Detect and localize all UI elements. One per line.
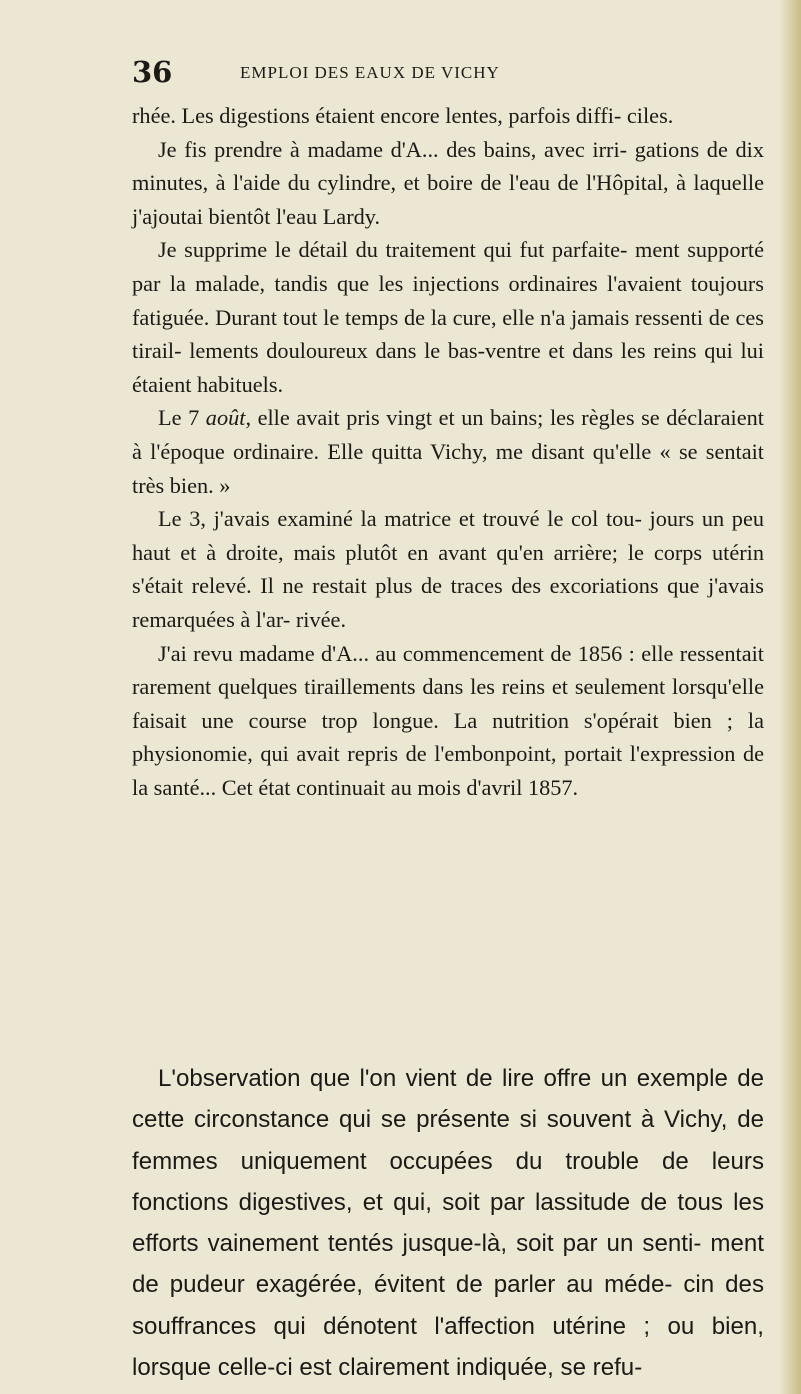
running-title: EMPLOI DES EAUX DE VICHY	[240, 63, 500, 82]
running-head	[132, 52, 762, 92]
paragraph-treatment: Je fis prendre à madame d'A... des bains, avec irri- gations de dix minutes, à l'aide du cylindre, et boire de l'eau de l'Hôpital, à laquelle j'ajoutai bientôt l'eau Lardy.	[132, 136, 764, 229]
paragraph-departure-prefix: Le 7	[158, 405, 206, 431]
paragraph-departure-rest: , elle avait pris vingt et un bains; les règles se déclaraient à l'époque ordinaire. Elle quitta Vichy, me disant qu'elle « se sentait très bien. »	[132, 405, 764, 498]
page-number: 36	[132, 55, 173, 89]
paragraph-continuation: rhée. Les digestions étaient encore lentes, parfois diffi- ciles.	[132, 103, 674, 128]
paragraph-tolerance: Je supprime le détail du traitement qui fut parfaite- ment supporté par la malade, tandis que les injections ordinaires l'avaient toujours fatiguée. Durant tout le temps de la cure, elle n'a jamais ressenti de ces tirail- lements douloureux dans le bas-ventre et dans les reins qui lui étaient habituels.	[132, 237, 764, 397]
paragraph-examination: Le 3, j'avais examiné la matrice et trouvé le col tou- jours un peu haut et à droite, mais plutôt en avant qu'en arrière; le corps utérin s'était relevé. Il ne restait plus de traces des excoriations que j'avais remarquées à l'ar- rivée.	[132, 506, 764, 632]
page-edge	[779, 0, 801, 1394]
paragraph-departure	[132, 401, 764, 502]
month-italic: août	[205, 405, 246, 431]
paragraph-commentary: L'observation que l'on vient de lire offre un exemple de cette circonstance qui se présente si souvent à Vichy, de femmes uniquement occupées du trouble de leurs fonctions digestives, et qui, soit par lassitude de tous les efforts vainement tentés jusque-là, soit par un senti- ment de pudeur exagérée, évitent de parler au méde- cin des souffrances qui dénotent l'affection utérine ; ou bien, lorsque celle-ci est clairement indiquée, se refu-	[132, 1065, 764, 1382]
commentary-text	[132, 1058, 764, 1388]
case-report-text	[132, 99, 764, 804]
paragraph-followup: J'ai revu madame d'A... au commencement de 1856 : elle ressentait rarement quelques tiraillements dans les reins et seulement lorsqu'elle faisait une course trop longue. La nutrition s'opérait bien ; la physionomie, qui avait repris de l'embonpoint, portait l'expression de la santé... Cet état continuait au mois d'avril 1857.	[132, 640, 764, 800]
